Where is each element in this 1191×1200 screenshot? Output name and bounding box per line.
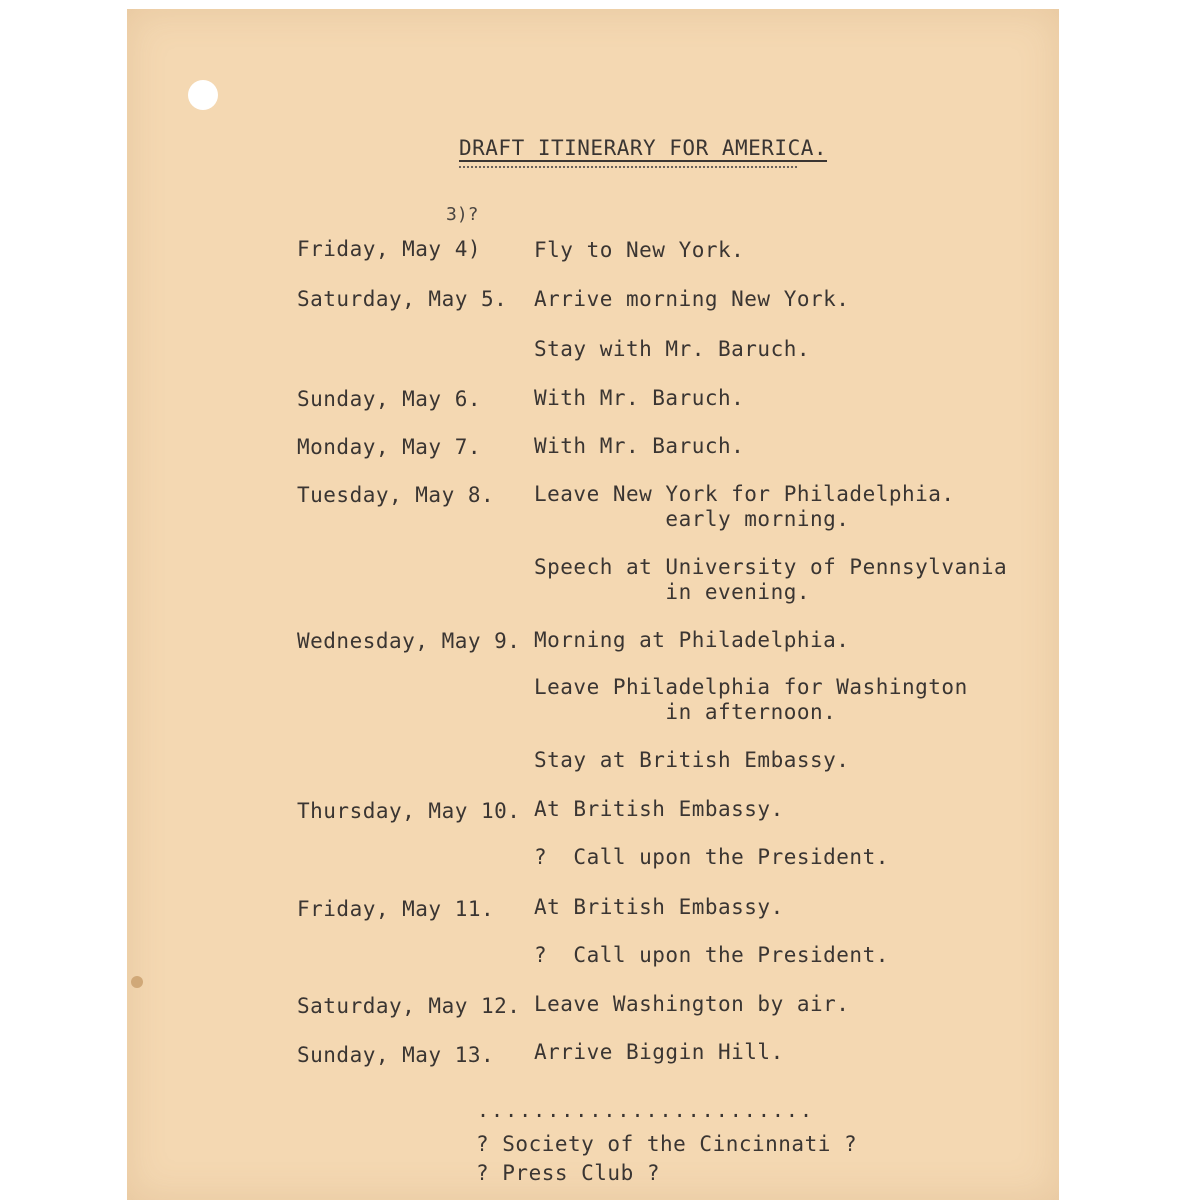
entry-event: ? Call upon the President.	[534, 845, 889, 869]
entry-date: Friday, May 11.	[297, 897, 495, 921]
dotted-separator: ........................	[477, 1098, 814, 1122]
entry-event: Stay with Mr. Baruch.	[534, 337, 811, 361]
entry-event: At British Embassy.	[534, 895, 784, 919]
paper-stain	[131, 976, 143, 988]
entry-event: Fly to New York.	[534, 238, 745, 262]
entry-date: Monday, May 7.	[297, 435, 482, 459]
entry-date: Sunday, May 6.	[297, 387, 482, 411]
entry-event: Leave Philadelphia for Washington in afternoon.	[534, 675, 968, 724]
entry-event: Speech at University of Pennsylvania in evening.	[534, 555, 1008, 604]
entry-event: Morning at Philadelphia.	[534, 628, 850, 652]
entry-event: With Mr. Baruch.	[534, 434, 745, 458]
entry-date: Thursday, May 10.	[297, 799, 521, 823]
page-title: DRAFT ITINERARY FOR AMERICA.	[459, 136, 828, 160]
entry-date: Tuesday, May 8.	[297, 483, 495, 507]
entry-event: Stay at British Embassy.	[534, 748, 850, 772]
handwritten-note: 3)?	[446, 204, 479, 225]
entry-event: At British Embassy.	[534, 797, 784, 821]
entry-date: Wednesday, May 9.	[297, 629, 521, 653]
entry-date: Saturday, May 5.	[297, 287, 508, 311]
entry-event: Leave New York for Philadelphia. early morning.	[534, 482, 955, 531]
footnote: ? Press Club ?	[476, 1161, 661, 1185]
entry-event: With Mr. Baruch.	[534, 386, 745, 410]
punch-hole	[188, 80, 218, 110]
title-dotted-underline	[459, 166, 797, 168]
entry-event: Arrive morning New York.	[534, 287, 850, 311]
entry-date: Sunday, May 13.	[297, 1043, 495, 1067]
entry-date: Saturday, May 12.	[297, 994, 521, 1018]
entry-event: Leave Washington by air.	[534, 992, 850, 1016]
entry-event: ? Call upon the President.	[534, 943, 889, 967]
footnote: ? Society of the Cincinnati ?	[476, 1132, 858, 1156]
entry-date: Friday, May 4)	[297, 237, 482, 261]
entry-event: Arrive Biggin Hill.	[534, 1040, 784, 1064]
